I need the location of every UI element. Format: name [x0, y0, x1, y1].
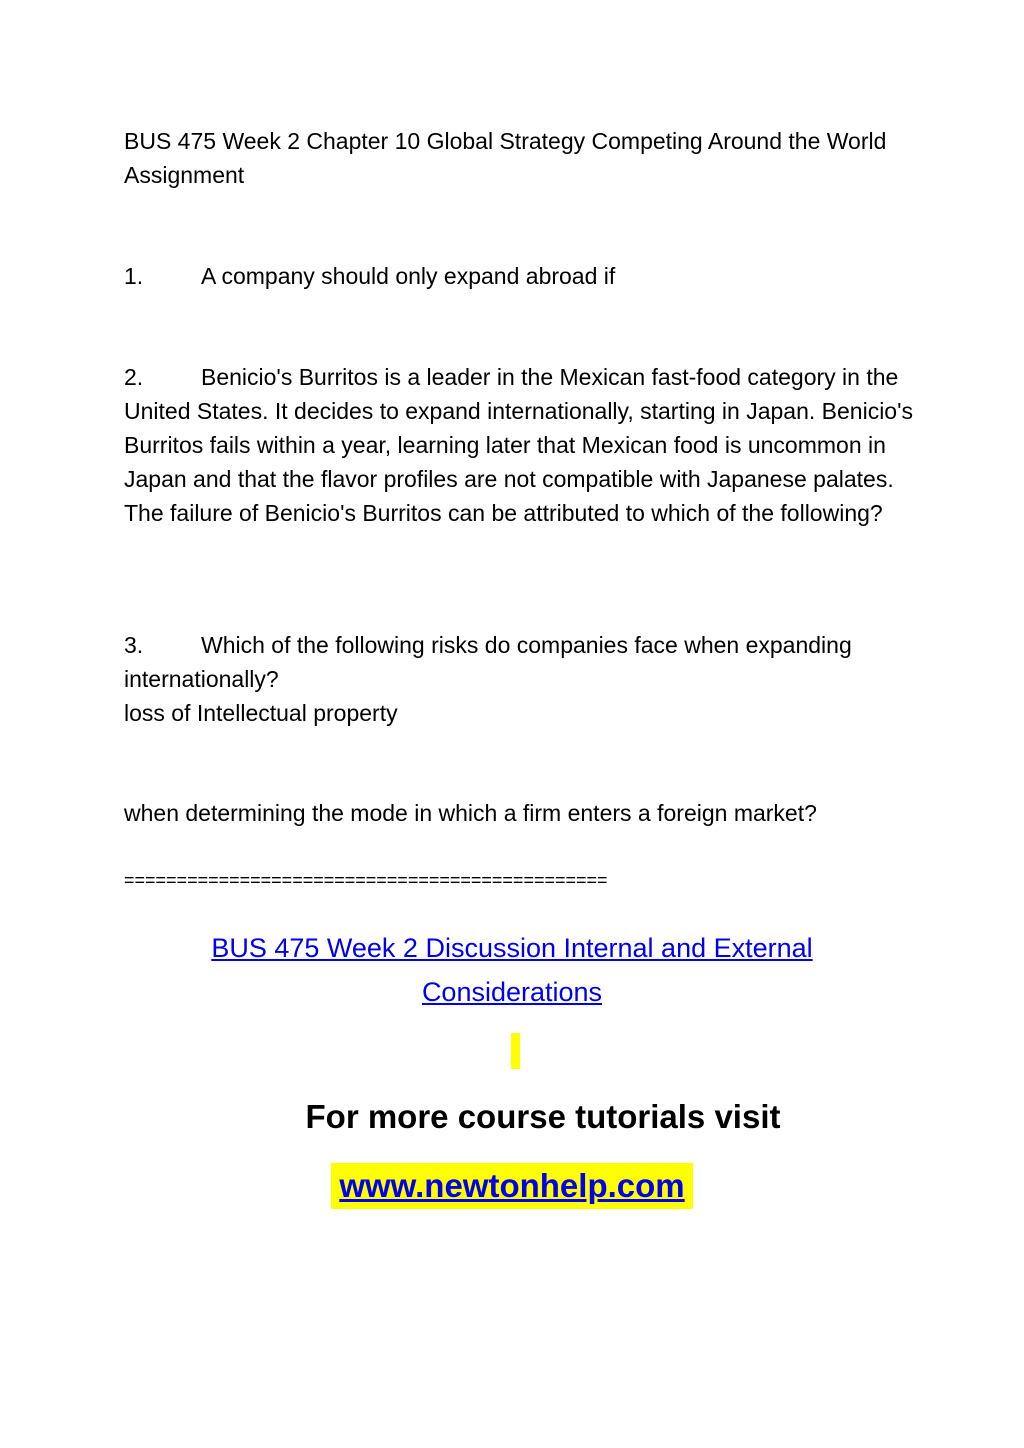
question-2-number: 2.: [124, 364, 144, 390]
question-3-line: [124, 628, 914, 696]
website-link-highlight: [331, 1163, 693, 1209]
page-title: BUS 475 Week 2 Chapter 10 Global Strategy Competing Around the World Assignment: [124, 128, 887, 188]
question-3-answer: loss of Intellectual property: [124, 700, 398, 726]
text-cursor-highlight: [511, 1033, 520, 1069]
question-1-text: A company should only expand abroad if: [201, 263, 616, 289]
question-2-text: Benicio's Burritos is a leader in the Mexican fast-food category in the United States. It decides to expand internationally, starting in Japan. Benicio's Burritos fails within a year, learning later that Mexican food is uncommon in Japan and that the flavor profiles are not compatible with Japanese palates. The failure of Benicio's Burritos can be attributed to which of the following?: [124, 364, 913, 526]
question-3-number: 3.: [124, 632, 144, 658]
trailing-question: when determining the mode in which a firm enters a foreign market?: [124, 800, 817, 826]
section-divider: ==============================================: [124, 870, 608, 890]
question-1: [124, 259, 914, 293]
question-1-number: 1.: [124, 263, 144, 289]
question-3-text: Which of the following risks do companies face when expanding internationally?: [124, 632, 852, 692]
question-2: [124, 360, 914, 530]
website-link[interactable]: www.newtonhelp.com: [339, 1167, 685, 1204]
question-3: [124, 628, 914, 730]
promo-text: For more course tutorials visit: [305, 1098, 781, 1135]
discussion-link[interactable]: BUS 475 Week 2 Discussion Internal and External Considerations: [211, 933, 813, 1007]
